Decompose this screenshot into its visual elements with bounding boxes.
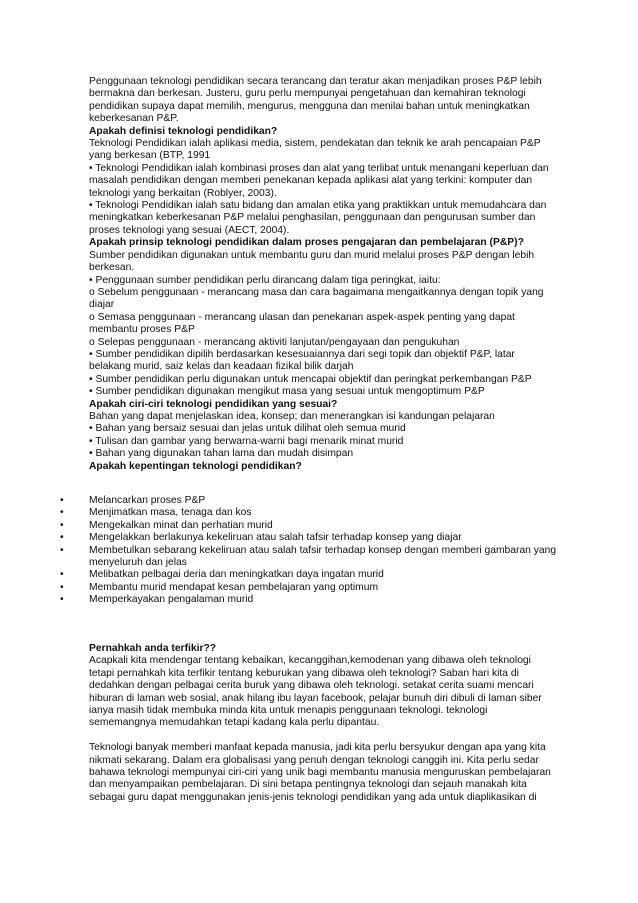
prinsip-item: o Sebelum penggunaan - merancang masa dan cara bagaimana mengaitkannya dengan topik yang diajar: [89, 286, 544, 311]
heading-definisi: Apakah definisi teknologi pendidikan?: [89, 125, 278, 137]
heading-prinsip: Apakah prinsip teknologi pendidikan dalam proses pengajaran dan pembelajaran (P&P)?: [89, 237, 524, 249]
list-item-text: Melibatkan pelbagai deria dan meningkatkan daya ingatan murid: [89, 569, 384, 581]
heading-terfikir: Pernahkah anda terfikir??: [89, 643, 217, 654]
bullet-icon: •: [60, 495, 64, 506]
definition-1: Teknologi Pendidikan ialah aplikasi media, sistem, pendekatan dan teknik ke arah pencapaian P&P yang berkesan (BTP, 1991: [89, 138, 541, 162]
list-item-text: Mengelakkan berlakunya kekeliruan atau salah tafsir terhadap konsep yang diajar: [89, 532, 462, 544]
ciri-item: Bahan yang dapat menjelaskan idea, konsep; dan menerangkan isi kandungan pelajaran: [89, 410, 495, 422]
prinsip-item: • Sumber pendidikan dipilih berdasarkan kesesuaiannya dari segi topik dan objektif P&P, latar belakang murid, saiz kelas dan keadaan fizikal bilik darjah: [89, 348, 515, 373]
heading-ciri: Apakah ciri-ciri teknologi pendidikan yang sesuai?: [89, 398, 338, 410]
list-item: [58, 507, 558, 519]
prinsip-item: Sumber pendidikan digunakan untuk membantu guru dan murid melalui proses P&P dengan lebih berkesan.: [89, 249, 535, 274]
ciri-item: • Bahan yang digunakan tahan lama dan mudah disimpan: [89, 448, 354, 460]
prinsip-item: o Selepas penggunaan - merancang aktiviti lanjutan/pengayaan dan pengukuhan: [89, 336, 460, 348]
bullet-icon: •: [60, 519, 64, 531]
section-teknologi-pendidikan: [89, 76, 555, 473]
list-item-text: Menjimatkan masa, tenaga dan kos: [89, 507, 252, 519]
list-item-text: Melancarkan proses P&P: [89, 495, 206, 506]
prinsip-item: • Penggunaan sumber pendidikan perlu dirancang dalam tiga peringkat, iaitu:: [89, 274, 441, 286]
heading-kepentingan: Apakah kepentingan teknologi pendidikan?: [89, 460, 302, 472]
definition-2: • Teknologi Pendidikan ialah kombinasi proses dan alat yang terlibat untuk menangani keperluan dan masalah pendidikan dengan memberi penekanan kepada aplikasi alat yang terkini: komputer dan teknologi yang berkaitan (Roblyer, 2003).: [89, 162, 549, 199]
bullet-icon: •: [60, 507, 64, 519]
list-item: [58, 582, 558, 594]
list-item-text: Mengekalkan minat dan perhatian murid: [89, 519, 273, 531]
prinsip-item: • Sumber pendidikan perlu digunakan untuk mencapai objektif dan peringkat perkembangan P&P: [89, 373, 532, 385]
bullet-icon: •: [60, 532, 64, 544]
definition-3: • Teknologi Pendidikan ialah satu bidang dan amalan etika yang praktikkan untuk memudahcara dan meningkatkan keberkesanan P&P melalui penghasilan, penggunaan dan pengurusan sumber dan proses teknologi yang sesuai (AECT, 2004).: [89, 200, 547, 236]
list-item: [58, 495, 558, 507]
ciri-item: • Bahan yang bersaiz sesuai dan jelas untuk dilihat oleh semua murid: [89, 423, 406, 435]
bullet-icon: •: [60, 594, 64, 606]
section-terfikir: [89, 643, 555, 804]
list-item: [58, 594, 558, 606]
paragraph-gap: [89, 730, 555, 742]
list-item: [58, 532, 558, 544]
bullet-icon: •: [60, 569, 64, 581]
list-item-text: Memperkayakan pengalaman murid: [89, 594, 254, 606]
list-item-text: Membetulkan sebarang kekeliruan atau salah tafsir terhadap konsep dengan memberi gambaran yang menyeluruh dan jelas: [89, 544, 557, 569]
bullet-icon: •: [60, 581, 64, 593]
prinsip-item: o Semasa penggunaan - merancang ulasan dan penekanan aspek-aspek penting yang dapat membantu proses P&P: [89, 311, 515, 336]
prinsip-item: • Sumber pendidikan digunakan mengikut masa yang sesuai untuk mengoptimum P&P: [89, 386, 485, 398]
kepentingan-list: [58, 495, 558, 607]
list-item: [58, 520, 558, 532]
list-item: [58, 545, 558, 570]
paragraph-1: Acapkali kita mendengar tentang kebaikan, kecanggihan,kemodenan yang dibawa oleh teknologi tetapi pernahkah kita terfikir tentang keburukan yang dibawa oleh teknologi? Saban hari kita di dedahkan dengan pelbagai cerita buruk yang dibawa oleh teknologi. setakat cerita suami mencari hiburan di laman web sosial, anak hilang ibu layan facebook, pelajar bunuh diri dibuli di laman siber ianya masih tidak membuka minda kita untuk menapis penggunaan teknologi. teknologi sememangnya memudahkan tetapi kadang kala perlu dipantau.: [89, 655, 542, 729]
ciri-item: • Tulisan dan gambar yang berwarna-warni bagi menarik minat murid: [89, 435, 404, 447]
bullet-icon: •: [60, 544, 64, 556]
intro-paragraph: Penggunaan teknologi pendidikan secara terancang dan teratur akan menjadikan proses P&P lebih bermakna dan berkesan. Justeru, guru perlu mempunyai pengetahuan dan kemahiran teknologi pendidikan supaya dapat memilih, mengurus, mengguna dan menilai bahan untuk meningkatkan keberkesanan P&P.: [89, 76, 542, 125]
list-item-text: Membantu murid mendapat kesan pembelajaran yang optimum: [89, 581, 379, 593]
list-item: [58, 569, 558, 581]
paragraph-2: Teknologi banyak memberi manfaat kepada manusia, jadi kita perlu bersyukur dengan apa yang kita nikmati sekarang. Dalam era globalisasi yang penuh dengan teknologi canggih ini. Kita perlu sedar bahawa teknologi mempunyai ciri-ciri yang unik bagi membantu manusia menguruskan pembelajaran dan menyampaikan pembelajaran. Di sini betapa pentingnya teknologi dan sejauh manakah kita sebagai guru dapat menggunakan jenis-jenis teknologi pendidikan yang ada untuk diaplikasikan di: [89, 742, 551, 803]
